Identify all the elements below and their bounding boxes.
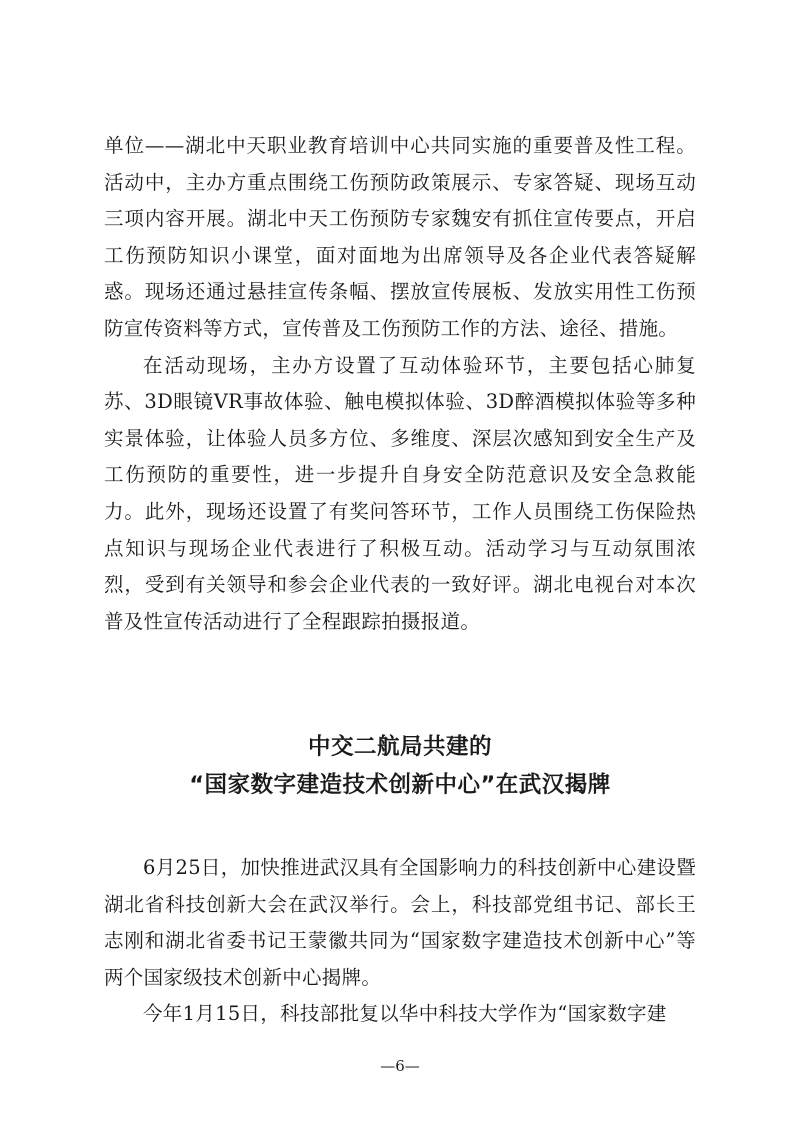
article-title: [104, 728, 696, 804]
paragraph-continued: 单位——湖北中天职业教育培训中心共同实施的重要普及性工程。活动中，主办方重点围绕工伤预防政策展示、专家答疑、现场互动三项内容开展。湖北中天工伤预防专家魏安有抓住宣传要点，开启工伤预防知识小课堂，面对面地为出席领导及各企业代表答疑解惑。现场还通过悬挂宣传条幅、摆放宣传展板、发放实用性工伤预防宣传资料等方式，宣传普及工伤预防工作的方法、途径、措施。: [104, 134, 696, 340]
paragraph-interactive-session: 在活动现场，主办方设置了互动体验环节，主要包括心肺复苏、3D眼镜VR事故体验、触电模拟体验、3D醉酒模拟体验等多种实景体验，让体验人员多方位、多维度、深层次感知到安全生产及工伤预防的重要性，进一步提升自身安全防范意识及安全急救能力。此外，现场还设置了有奖问答环节，工作人员围绕工伤保险热点知识与现场企业代表进行了积极互动。活动学习与互动氛围浓烈，受到有关领导和参会企业代表的一致好评。湖北电视台对本次普及性宣传活动进行了全程跟踪拍摄报道。: [104, 353, 696, 633]
paragraph-background: 今年1月15日，科技部批复以华中科技大学作为“国家数字建: [143, 1002, 667, 1026]
article-title-line-2: “国家数字建造技术创新中心”在武汉揭牌: [189, 772, 611, 798]
page-number: —6—: [380, 1057, 420, 1075]
article-title-line-1: 中交二航局共建的: [307, 734, 492, 760]
paragraph-opening: 6月25日，加快推进武汉具有全国影响力的科技创新中心建设暨湖北省科技创新大会在武汉举行。会上，科技部党组书记、部长王志刚和湖北省委书记王蒙徽共同为“国家数字建造技术创新中心”等两个国家级技术创新中心揭牌。: [104, 856, 696, 989]
article-body: [104, 850, 696, 1033]
article-continued-body: [104, 128, 696, 640]
